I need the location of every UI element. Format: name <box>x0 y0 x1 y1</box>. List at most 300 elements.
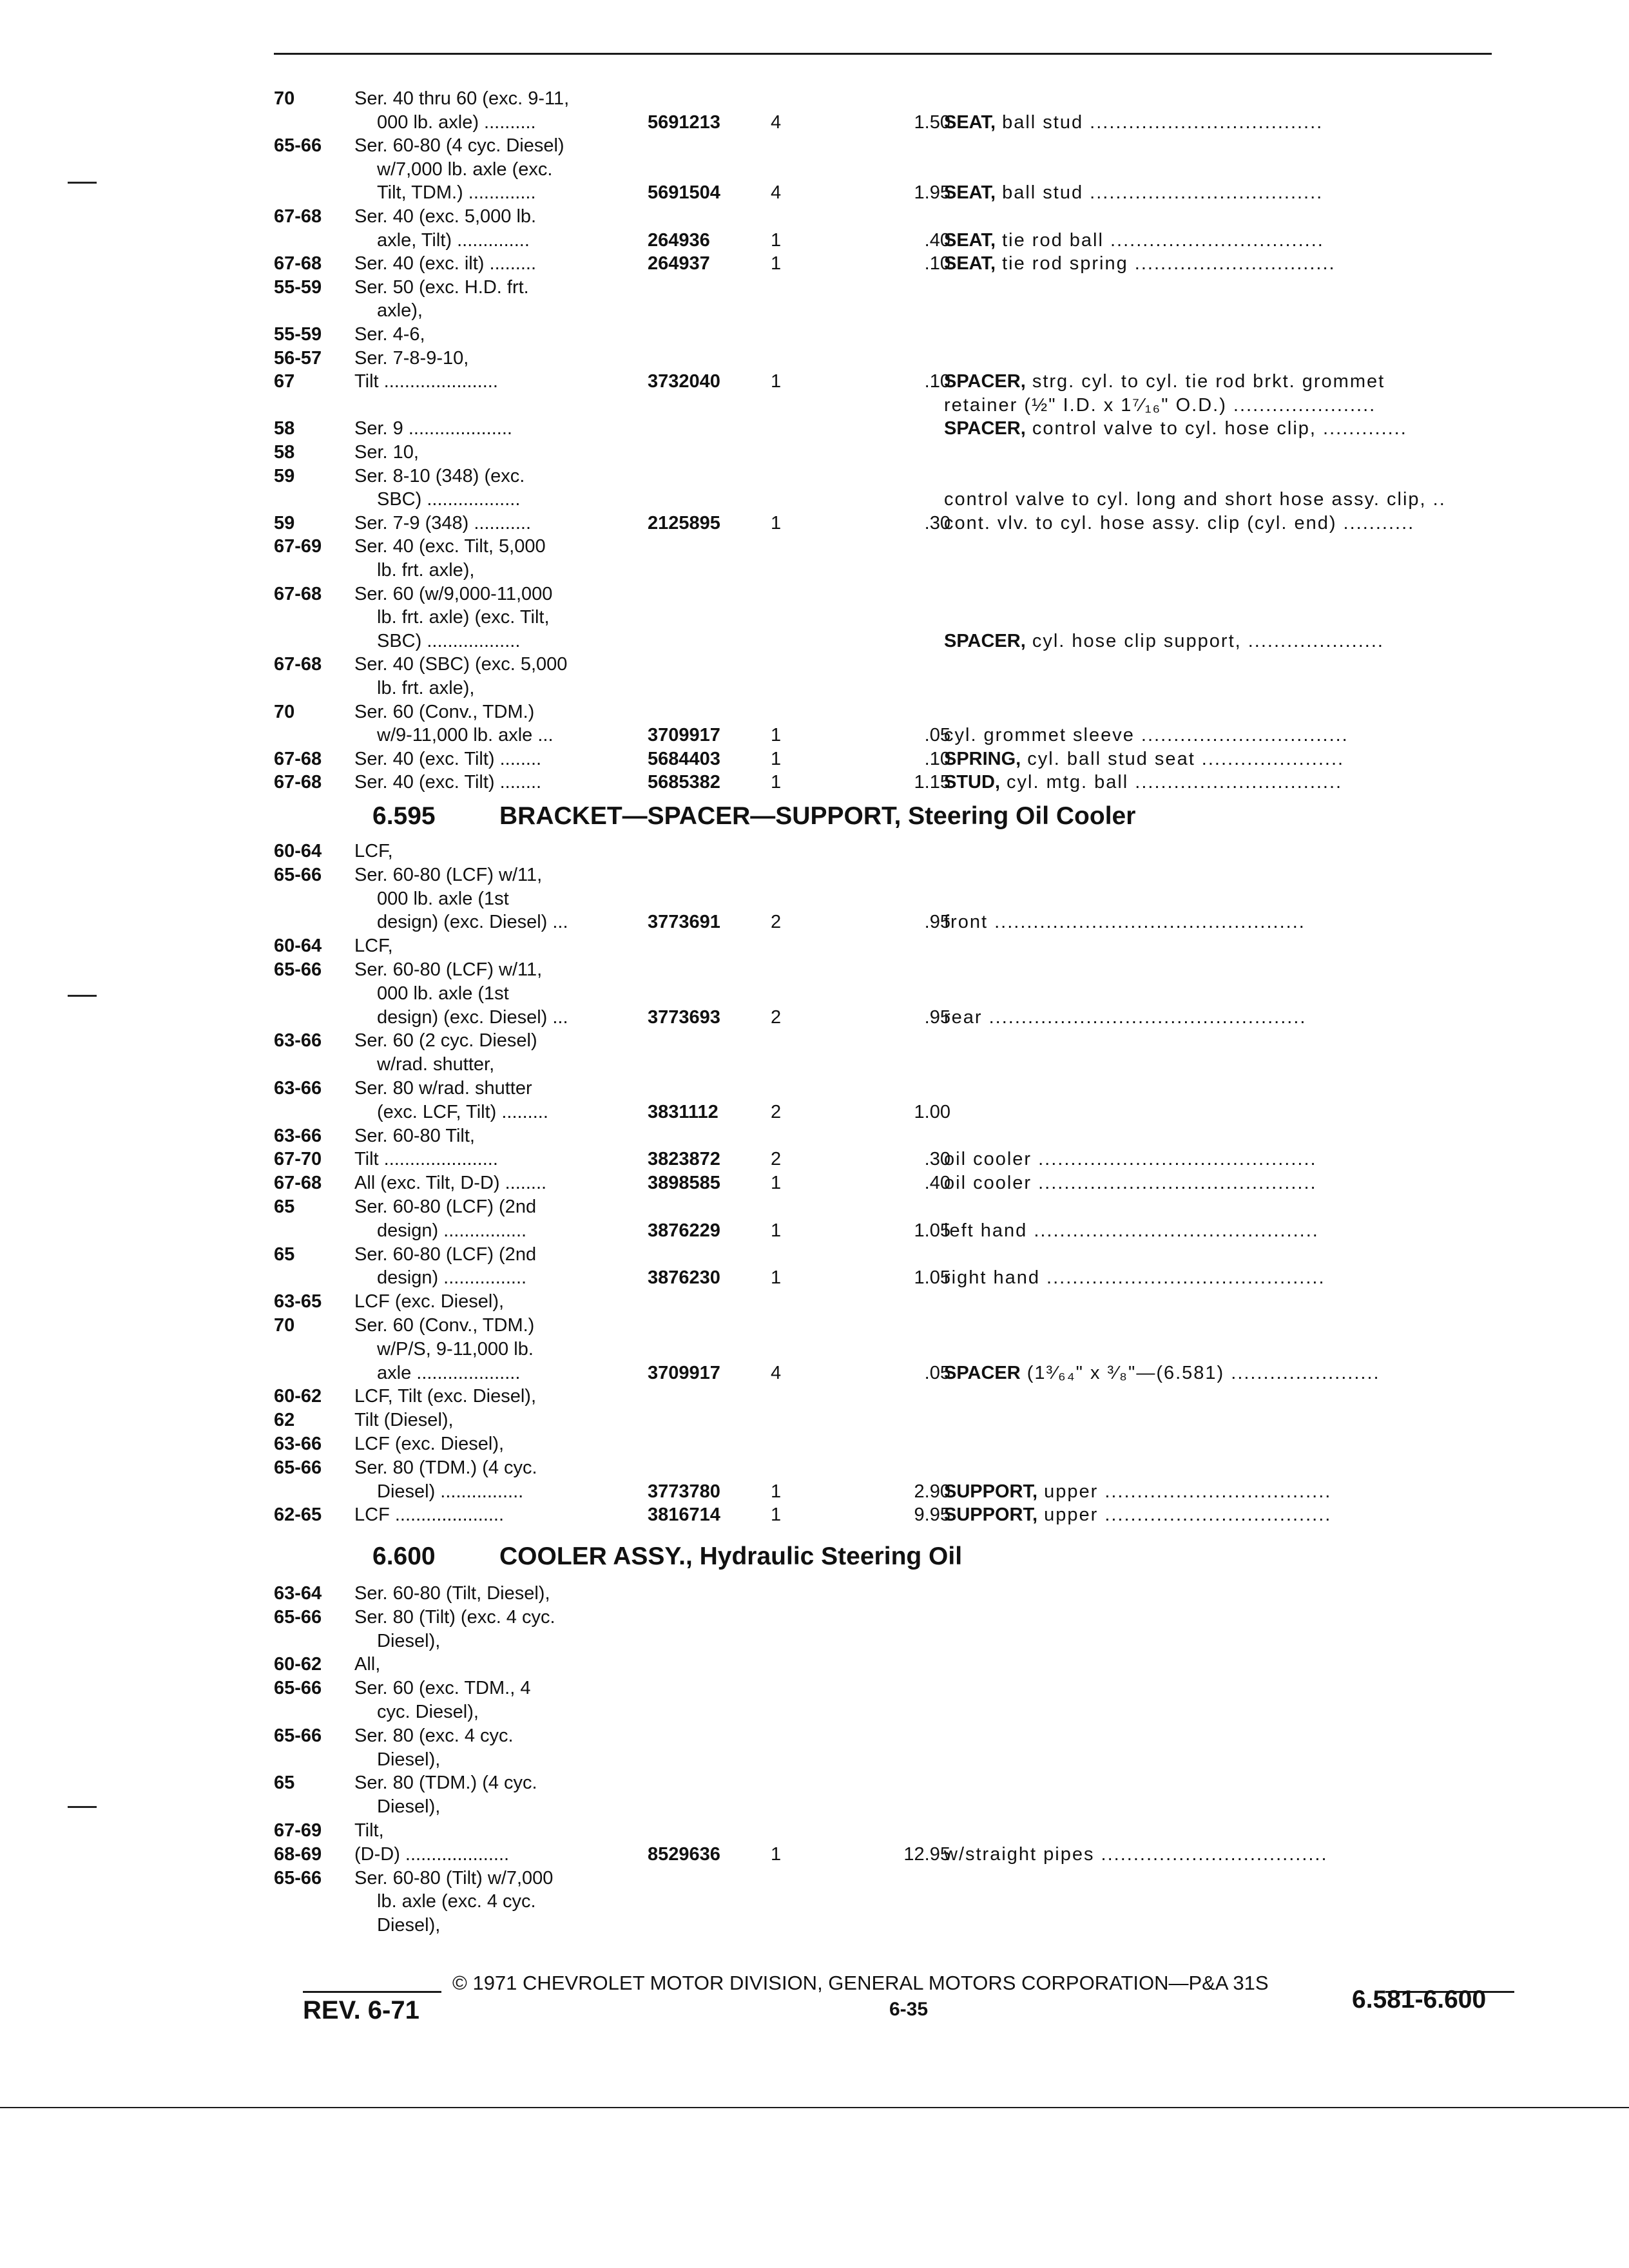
table-row <box>0 1914 1629 1937</box>
application: Ser. 50 (exc. H.D. frt. <box>354 276 529 298</box>
table-row <box>0 1771 1629 1794</box>
part-number: 8529636 <box>648 1843 720 1865</box>
description-text: left hand ............................................ <box>944 1220 1319 1241</box>
price: .95 <box>924 1006 950 1028</box>
description <box>944 1503 1331 1526</box>
application: Tilt ...................... <box>354 371 498 392</box>
application: Ser. 60 (Conv., TDM.) <box>354 701 535 722</box>
application: Ser. 60-80 Tilt, <box>354 1125 475 1146</box>
description-text: retainer (½" I.D. x 1⁷⁄₁₆" O.D.) ...................... <box>944 394 1376 416</box>
price: 9.95 <box>914 1504 950 1526</box>
quantity: 1 <box>771 229 782 251</box>
price: 1.95 <box>914 182 950 204</box>
table-row <box>0 1219 1629 1242</box>
price: .05 <box>924 725 950 746</box>
quantity: 1 <box>771 1220 782 1241</box>
description-text: front ................................................ <box>944 912 1306 933</box>
part-number: 3709917 <box>648 1362 720 1383</box>
description <box>944 1843 1328 1866</box>
application: All (exc. Tilt, D-D) ........ <box>354 1173 547 1194</box>
table-row <box>0 1795 1629 1818</box>
application: 000 lb. axle (1st <box>377 888 509 909</box>
table-row <box>0 958 1629 981</box>
model-years: 60-62 <box>274 1654 322 1675</box>
description-text: strg. cyl. to cyl. tie rod brkt. grommet <box>1025 371 1385 392</box>
model-years: 65-66 <box>274 1457 322 1478</box>
table-row <box>0 934 1629 957</box>
part-number: 3816714 <box>648 1504 720 1526</box>
price: 1.50 <box>914 111 950 133</box>
table-row <box>0 1724 1629 1747</box>
model-years: 65-66 <box>274 1606 322 1628</box>
table-row <box>0 1819 1629 1842</box>
description <box>944 1171 1317 1195</box>
application: w/9-11,000 lb. axle ... <box>377 725 554 746</box>
application: design) (exc. Diesel) ... <box>377 1006 568 1028</box>
application: Ser. 60 (w/9,000-11,000 <box>354 583 553 604</box>
table-row <box>0 441 1629 464</box>
quantity: 4 <box>771 182 782 204</box>
table-row <box>0 700 1629 724</box>
application: design) ................ <box>377 1220 527 1241</box>
table-row <box>0 1029 1629 1052</box>
application: Diesel), <box>377 1630 441 1651</box>
application: 000 lb. axle (1st <box>377 983 509 1004</box>
quantity: 1 <box>771 748 782 769</box>
application: Ser. 80 (Tilt) (exc. 4 cyc. <box>354 1606 555 1628</box>
price: .10 <box>924 253 950 274</box>
application: 000 lb. axle) .......... <box>377 111 536 133</box>
footer-left-rule <box>303 1991 441 1993</box>
price: .10 <box>924 748 950 769</box>
model-years: 65-66 <box>274 1678 322 1699</box>
application: LCF, Tilt (exc. Diesel), <box>354 1386 536 1407</box>
price: .10 <box>924 371 950 392</box>
table-row <box>0 1456 1629 1479</box>
application: w/P/S, 9-11,000 lb. <box>377 1338 534 1360</box>
application: Ser. 7-8-9-10, <box>354 347 469 369</box>
model-years: 60-62 <box>274 1386 322 1407</box>
quantity: 1 <box>771 1173 782 1194</box>
model-years: 65-66 <box>274 135 322 157</box>
description-keyword: SPACER <box>944 1362 1021 1383</box>
quantity: 1 <box>771 1267 782 1289</box>
table-row <box>0 1243 1629 1266</box>
description-keyword: SPACER, <box>944 371 1026 392</box>
table-row <box>0 1843 1629 1866</box>
table-row <box>0 1053 1629 1076</box>
quantity: 2 <box>771 1006 782 1028</box>
footer-page-number: 6-35 <box>889 1999 929 2020</box>
description <box>944 1148 1317 1171</box>
table-row <box>0 1629 1629 1653</box>
description-text: cyl. mtg. ball ................................ <box>1000 772 1343 793</box>
part-number: 5685382 <box>648 772 720 793</box>
description <box>944 629 1384 653</box>
description <box>944 512 1414 535</box>
part-number: 3732040 <box>648 371 720 392</box>
application: Tilt (Diesel), <box>354 1410 454 1431</box>
application: Ser. 9 .................... <box>354 418 512 439</box>
quantity: 1 <box>771 512 782 533</box>
table-row <box>0 87 1629 110</box>
application: axle, Tilt) .............. <box>377 229 530 251</box>
top-rule <box>274 53 1492 55</box>
table-row <box>0 1266 1629 1289</box>
table-row <box>0 535 1629 558</box>
table-row <box>0 1700 1629 1724</box>
application: Diesel), <box>377 1796 441 1818</box>
quantity: 1 <box>771 772 782 793</box>
model-years: 62 <box>274 1410 295 1431</box>
model-years: 67-68 <box>274 206 322 227</box>
description <box>944 229 1324 252</box>
table-row <box>0 1338 1629 1361</box>
application: Ser. 60 (Conv., TDM.) <box>354 1315 535 1336</box>
description-keyword: SUPPORT, <box>944 1504 1038 1526</box>
application: design) ................ <box>377 1267 527 1289</box>
description-text: control valve to cyl. long and short hose assy. clip, .. <box>944 489 1446 510</box>
description <box>944 1361 1380 1385</box>
price: 1.05 <box>914 1267 950 1289</box>
application: Ser. 60 (2 cyc. Diesel) <box>354 1030 537 1052</box>
application: SBC) .................. <box>377 630 521 651</box>
table-row <box>0 1582 1629 1605</box>
table-row <box>0 1867 1629 1890</box>
table-row <box>0 299 1629 322</box>
application: design) (exc. Diesel) ... <box>377 912 568 933</box>
description-text: control valve to cyl. hose clip, ............. <box>1025 418 1407 439</box>
application: Ser. 60-80 (Tilt, Diesel), <box>354 1583 550 1604</box>
application: Ser. 40 (SBC) (exc. 5,000 <box>354 654 568 675</box>
model-years: 65 <box>274 1244 295 1265</box>
description <box>944 910 1306 934</box>
table-row <box>0 653 1629 676</box>
application: LCF, <box>354 936 393 957</box>
description-text: cyl. ball stud seat ...................... <box>1021 748 1345 769</box>
table-row <box>0 771 1629 794</box>
table-row <box>0 747 1629 771</box>
application: Ser. 7-9 (348) ........... <box>354 512 531 533</box>
quantity: 2 <box>771 912 782 933</box>
part-number: 3773691 <box>648 912 720 933</box>
description <box>944 370 1385 393</box>
description-keyword: SEAT, <box>944 229 996 251</box>
model-years: 63-66 <box>274 1078 322 1099</box>
part-number: 2125895 <box>648 512 720 533</box>
description <box>944 1480 1331 1503</box>
table-row <box>0 1077 1629 1100</box>
table-row <box>0 1361 1629 1385</box>
table-row <box>0 1314 1629 1337</box>
table-row <box>0 1606 1629 1629</box>
table-row <box>0 111 1629 134</box>
application: cyc. Diesel), <box>377 1702 479 1722</box>
section-title: BRACKET—SPACER—SUPPORT, Steering Oil Cooler <box>499 802 1136 830</box>
description <box>944 724 1349 747</box>
model-years: 63-66 <box>274 1125 322 1146</box>
model-years: 59 <box>274 512 295 533</box>
table-row <box>0 887 1629 910</box>
price: .05 <box>924 1362 950 1383</box>
description <box>944 394 1376 417</box>
price: 2.90 <box>914 1481 950 1502</box>
price: 1.00 <box>914 1101 950 1122</box>
price: 12.95 <box>903 1843 950 1865</box>
model-years: 65-66 <box>274 1867 322 1888</box>
section-number: 6.595 <box>372 802 436 830</box>
application: Ser. 4-6, <box>354 324 425 345</box>
application: Tilt, TDM.) ............. <box>377 182 536 204</box>
model-years: 67-70 <box>274 1149 322 1170</box>
quantity: 2 <box>771 1101 782 1122</box>
application: w/7,000 lb. axle (exc. <box>377 159 553 180</box>
application: Ser. 60-80 (LCF) (2nd <box>354 1196 537 1217</box>
description-text: oil cooler ........................................... <box>944 1149 1317 1170</box>
description <box>944 488 1446 511</box>
section-title: COOLER ASSY., Hydraulic Steering Oil <box>499 1542 963 1570</box>
table-row <box>0 863 1629 887</box>
table-row <box>0 370 1629 393</box>
description <box>944 252 1336 275</box>
quantity: 1 <box>771 371 782 392</box>
model-years: 55-59 <box>274 276 322 298</box>
application: LCF (exc. Diesel), <box>354 1434 505 1454</box>
description-keyword: SPACER, <box>944 630 1026 651</box>
table-row <box>0 1748 1629 1771</box>
table-row <box>0 1100 1629 1124</box>
table-row <box>0 1408 1629 1432</box>
application: Ser. 60-80 (LCF) w/11, <box>354 959 543 980</box>
part-number: 264937 <box>648 253 710 274</box>
application: Diesel), <box>377 1915 441 1936</box>
footer-section-range: 6.581-6.600 <box>1352 1986 1487 2013</box>
description-keyword: SPACER, <box>944 418 1026 439</box>
model-years: 59 <box>274 465 295 486</box>
model-years: 67-68 <box>274 654 322 675</box>
application: LCF (exc. Diesel), <box>354 1291 505 1312</box>
table-row <box>0 606 1629 629</box>
application: (D-D) .................... <box>354 1843 510 1865</box>
table-row <box>0 1195 1629 1218</box>
application: Ser. 40 (exc. Tilt) ........ <box>354 748 542 769</box>
model-years: 67-68 <box>274 1173 322 1194</box>
application: Ser. 10, <box>354 442 419 463</box>
footer-copyright: © 1971 CHEVROLET MOTOR DIVISION, GENERAL MOTORS CORPORATION—P&A 31S <box>452 1972 1269 1994</box>
table-row <box>0 1890 1629 1913</box>
quantity: 1 <box>771 1504 782 1526</box>
part-number: 3876230 <box>648 1267 720 1289</box>
table-row <box>0 724 1629 747</box>
table-row <box>0 1148 1629 1171</box>
description-keyword: SEAT, <box>944 182 996 204</box>
description-text: (1³⁄₆₄" x ³⁄₈"—(6.581) ....................... <box>1020 1362 1380 1383</box>
quantity: 4 <box>771 1362 782 1383</box>
part-number: 5691213 <box>648 111 720 133</box>
application: lb. axle (exc. 4 cyc. <box>377 1891 536 1912</box>
description-keyword: SEAT, <box>944 253 996 274</box>
application: Ser. 60 (exc. TDM., 4 <box>354 1678 531 1699</box>
application: Diesel) ................ <box>377 1481 524 1502</box>
part-number: 5684403 <box>648 748 720 769</box>
part-number: 3773693 <box>648 1006 720 1028</box>
quantity: 4 <box>771 111 782 133</box>
description-text: ball stud .................................... <box>996 182 1324 204</box>
table-row <box>0 1171 1629 1195</box>
table-row <box>0 1480 1629 1503</box>
table-row <box>0 1653 1629 1676</box>
table-row <box>0 252 1629 275</box>
table-row <box>0 158 1629 181</box>
model-years: 60-64 <box>274 936 322 957</box>
table-row <box>0 181 1629 204</box>
quantity: 1 <box>771 725 782 746</box>
part-number: 5691504 <box>648 182 720 204</box>
model-years: 68-69 <box>274 1843 322 1865</box>
description-text: tie rod ball ................................. <box>996 229 1324 251</box>
table-row <box>0 629 1629 653</box>
quantity: 1 <box>771 253 782 274</box>
application: lb. frt. axle), <box>377 560 475 581</box>
description <box>944 1006 1306 1029</box>
application: Diesel), <box>377 1749 441 1770</box>
part-number: 3823872 <box>648 1149 720 1170</box>
model-years: 67-69 <box>274 1820 322 1841</box>
application: axle), <box>377 300 423 322</box>
description <box>944 747 1344 771</box>
description-keyword: SUPPORT, <box>944 1481 1038 1502</box>
table-row <box>0 677 1629 700</box>
part-number: 3709917 <box>648 725 720 746</box>
description <box>944 1266 1325 1289</box>
table-row <box>0 1503 1629 1526</box>
price: .30 <box>924 1149 950 1170</box>
table-row <box>0 276 1629 299</box>
model-years: 70 <box>274 88 295 109</box>
model-years: 63-65 <box>274 1291 322 1312</box>
table-row <box>0 512 1629 535</box>
application: Ser. 40 thru 60 (exc. 9-11, <box>354 88 570 109</box>
table-row <box>0 582 1629 606</box>
footer-rev: REV. 6-71 <box>303 1996 419 2024</box>
application: Ser. 80 (exc. 4 cyc. <box>354 1725 514 1746</box>
description-text: cyl. grommet sleeve ................................ <box>944 725 1349 746</box>
application: LCF ..................... <box>354 1504 505 1526</box>
model-years: 67 <box>274 371 295 392</box>
application: Ser. 80 (TDM.) (4 cyc. <box>354 1773 537 1794</box>
description <box>944 111 1323 134</box>
application: lb. frt. axle) (exc. Tilt, <box>377 607 550 628</box>
bottom-rule <box>0 2107 1629 2108</box>
table-row <box>0 840 1629 863</box>
part-number: 3876229 <box>648 1220 720 1241</box>
model-years: 65 <box>274 1196 295 1217</box>
application: lb. frt. axle), <box>377 678 475 698</box>
application: (exc. LCF, Tilt) ......... <box>377 1101 548 1122</box>
table-row <box>0 205 1629 228</box>
model-years: 67-69 <box>274 536 322 557</box>
application: Ser. 80 w/rad. shutter <box>354 1078 532 1099</box>
description-text: upper ................................... <box>1037 1481 1332 1502</box>
application: Tilt ...................... <box>354 1149 498 1170</box>
model-years: 62-65 <box>274 1504 322 1526</box>
model-years: 65 <box>274 1773 295 1794</box>
model-years: 67-68 <box>274 772 322 793</box>
model-years: 56-57 <box>274 347 322 369</box>
quantity: 1 <box>771 1843 782 1865</box>
application: Ser. 80 (TDM.) (4 cyc. <box>354 1457 537 1478</box>
table-row <box>0 488 1629 511</box>
model-years: 65-66 <box>274 1725 322 1746</box>
description <box>944 1219 1319 1242</box>
description-text: upper ................................... <box>1037 1504 1332 1526</box>
application: Tilt, <box>354 1820 384 1841</box>
table-row <box>0 1006 1629 1029</box>
part-number: 3898585 <box>648 1173 720 1194</box>
price: .95 <box>924 912 950 933</box>
model-years: 63-66 <box>274 1434 322 1454</box>
application: Ser. 60-80 (4 cyc. Diesel) <box>354 135 564 157</box>
description-text: right hand ........................................... <box>944 1267 1325 1289</box>
table-row <box>0 1124 1629 1148</box>
price: 1.05 <box>914 1220 950 1241</box>
description <box>944 771 1342 794</box>
price: .30 <box>924 512 950 533</box>
part-number: 264936 <box>648 229 710 251</box>
table-row <box>0 347 1629 370</box>
application: Ser. 8-10 (348) (exc. <box>354 465 525 486</box>
table-row <box>0 1290 1629 1313</box>
table-row <box>0 910 1629 934</box>
model-years: 67-68 <box>274 253 322 274</box>
application: SBC) .................. <box>377 489 521 510</box>
table-row <box>0 134 1629 157</box>
model-years: 67-68 <box>274 583 322 604</box>
application: Ser. 40 (exc. Tilt, 5,000 <box>354 536 546 557</box>
section-number: 6.600 <box>372 1542 436 1570</box>
application: All, <box>354 1654 381 1675</box>
description-text: rear ................................................. <box>944 1006 1307 1028</box>
application: Ser. 40 (exc. Tilt) ........ <box>354 772 542 793</box>
model-years: 70 <box>274 1315 295 1336</box>
quantity: 1 <box>771 1481 782 1502</box>
table-row <box>0 229 1629 252</box>
model-years: 63-66 <box>274 1030 322 1052</box>
table-row <box>0 323 1629 346</box>
table-row <box>0 1385 1629 1408</box>
description-keyword: SPRING, <box>944 748 1021 769</box>
price: 1.15 <box>914 772 950 793</box>
model-years: 58 <box>274 442 295 463</box>
description-text: oil cooler ........................................... <box>944 1173 1317 1194</box>
description-text: tie rod spring ............................... <box>996 253 1336 274</box>
model-years: 60-64 <box>274 841 322 861</box>
price: .40 <box>924 229 950 251</box>
model-years: 65-66 <box>274 864 322 885</box>
description-keyword: SEAT, <box>944 111 996 133</box>
description-text: cyl. hose clip support, ..................... <box>1025 630 1384 651</box>
application: axle .................... <box>377 1362 521 1383</box>
description-text: w/straight pipes ................................... <box>944 1843 1328 1865</box>
description-text: cont. vlv. to cyl. hose assy. clip (cyl. end) ........... <box>944 512 1415 533</box>
part-number: 3773780 <box>648 1481 720 1502</box>
application: LCF, <box>354 841 393 861</box>
application: Ser. 60-80 (Tilt) w/7,000 <box>354 1867 554 1888</box>
table-row <box>0 559 1629 582</box>
quantity: 2 <box>771 1149 782 1170</box>
application: Ser. 40 (exc. ilt) ......... <box>354 253 537 274</box>
description-text: ball stud .................................... <box>996 111 1324 133</box>
